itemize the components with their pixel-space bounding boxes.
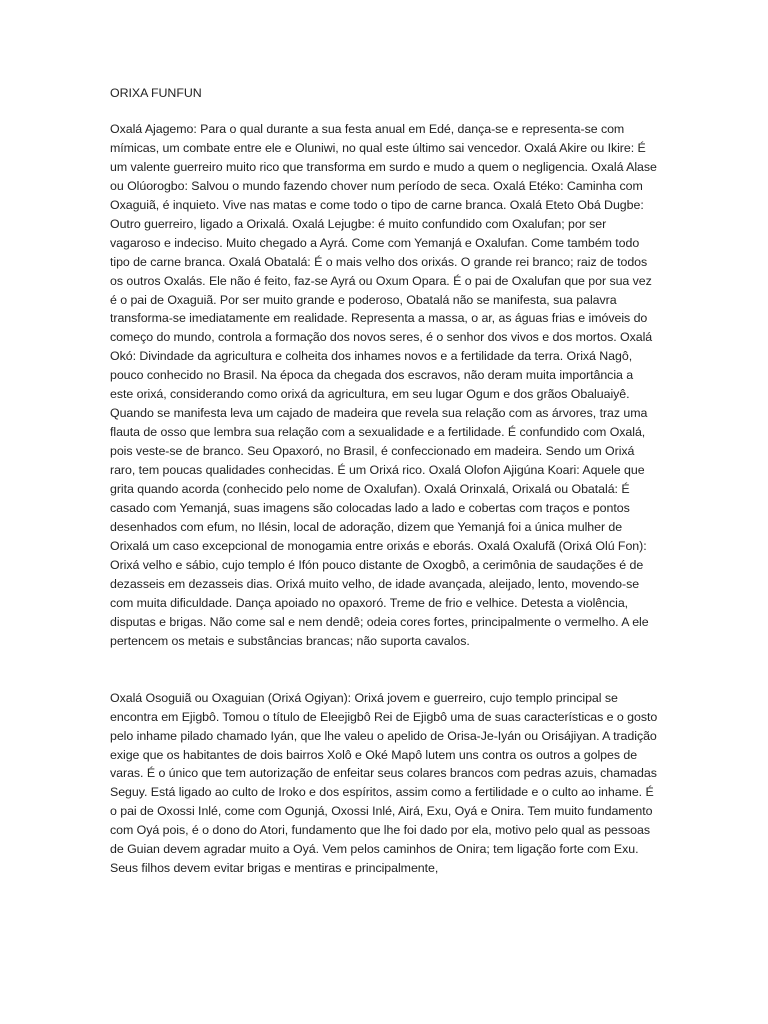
document-title: ORIXA FUNFUN <box>110 86 202 100</box>
paragraph-oxala-qualities: Oxalá Ajagemo: Para o qual durante a sua festa anual em Edé, dança-se e representa-se com mímicas, um combate entre ele e Oluniwi, no qual este último sai vencedor. Oxalá Akire ou Ikire: É um valente guerreiro muito rico que transforma em surdo e mudo a quem o negligencia. Oxalá Alase ou Olúorogbo: Salvou o mundo fazendo chover num período de seca. Oxalá Etéko: Caminha com Oxaguiã, é inquieto. Vive nas matas e come todo o tipo de carne branca. Oxalá Eteto Obá Dugbe: Outro guerreiro, ligado a Orixalá. Oxalá Lejugbe: é muito confundido com Oxalufan; por ser vagaroso e indeciso. Muito chegado a Ayrá. Come com Yemanjá e Oxalufan. Come também todo tipo de carne branca. Oxalá Obatalá: É o mais velho dos orixás. O grande rei branco; raiz de todos os outros Oxalás. Ele não é feito, faz-se Ayrá ou Oxum Opara. É o pai de Oxalufan que por sua vez é o pai de Oxaguiã. Por ser muito grande e poderoso, Obatalá não se manifesta, sua palavra transforma-se imediatamente em realidade. Representa a massa, o ar, as águas frias e imóveis do começo do mundo, controla a formação dos novos seres, é o senhor dos vivos e dos mortos. Oxalá Okó: Divindade da agricultura e colheita dos inhames novos e a fertilidade da terra. Orixá Nagô, pouco conhecido no Brasil. Na época da chegada dos escravos, não deram muita importância a este orixá, considerando como orixá da agricultura, em seu lugar Ogum e dos grãos Obaluaiyê. Quando se manifesta leva um cajado de madeira que revela sua relação com as árvores, traz uma flauta de osso que lembra sua relação com a sexualidade e a fertilidade. É confundido com Oxalá, pois veste-se de branco. Seu Opaxoró, no Brasil, é confeccionado em madeira. Sendo um Orixá raro, tem poucas qualidades conhecidas. É um Orixá rico. Oxalá Olofon Ajigúna Koari: Aquele que grita quando acorda (conhecido pelo nome de Oxalufan). Oxalá Orinxalá, Orixalá ou Obatalá: É casado com Yemanjá, suas imagens são colocadas lado a lado e cobertas com traços e pontos desenhados com efum, no Ilésin, local de adoração, dizem que Yemanjá foi a única mulher de Orixalá um caso excepcional de monogamia entre orixás e eborás. Oxalá Oxalufã (Orixá Olú Fon): Orixá velho e sábio, cujo templo é Ifón pouco distante de Oxogbô, a cerimônia de saudações é de dezasseis em dezasseis dias. Orixá muito velho, de idade avançada, aleijado, lento, movendo-se com muita dificuldade. Dança apoiado no opaxoró. Treme de frio e velhice. Detesta a violência, disputas e brigas. Não come sal e nem dendê; odeia cores fortes, principalmente o vermelho. A ele pertencem os metais e substâncias brancas; não suporta cavalos. <box>110 121 657 648</box>
paragraph-oxaguian: Oxalá Osoguiã ou Oxaguian (Orixá Ogiyan): Orixá jovem e guerreiro, cujo templo principal se encontra em Ejigbô. Tomou o título de Eleejigbô Rei de Ejigbô uma de suas características e o gosto pelo inhame pilado chamado Iyán, que lhe valeu o apelido de Orisa-Je-Iyán ou Orisájiyan. A tradição exige que os habitantes de dois bairros Xolô e Oké Mapô lutem uns contra os outros a golpes de varas. É o único que tem autorização de enfeitar seus colares brancos com pedras azuis, chamadas Seguy. Está ligado ao culto de Iroko e dos espíritos, assim como a fertilidade e o culto ao inhame. É o pai de Oxossi Inlé, come com Ogunjá, Oxossi Inlé, Airá, Exu, Oyá e Onira. Tem muito fundamento com Oyá pois, é o dono do Atori, fundamento que lhe foi dado por ela, motivo pelo qual as pessoas de Guian devem agradar muito a Oyá. Vem pelos caminhos de Onira; tem ligação forte com Exu. Seus filhos devem evitar brigas e mentiras e principalmente, <box>110 690 658 876</box>
document-page <box>110 84 658 878</box>
